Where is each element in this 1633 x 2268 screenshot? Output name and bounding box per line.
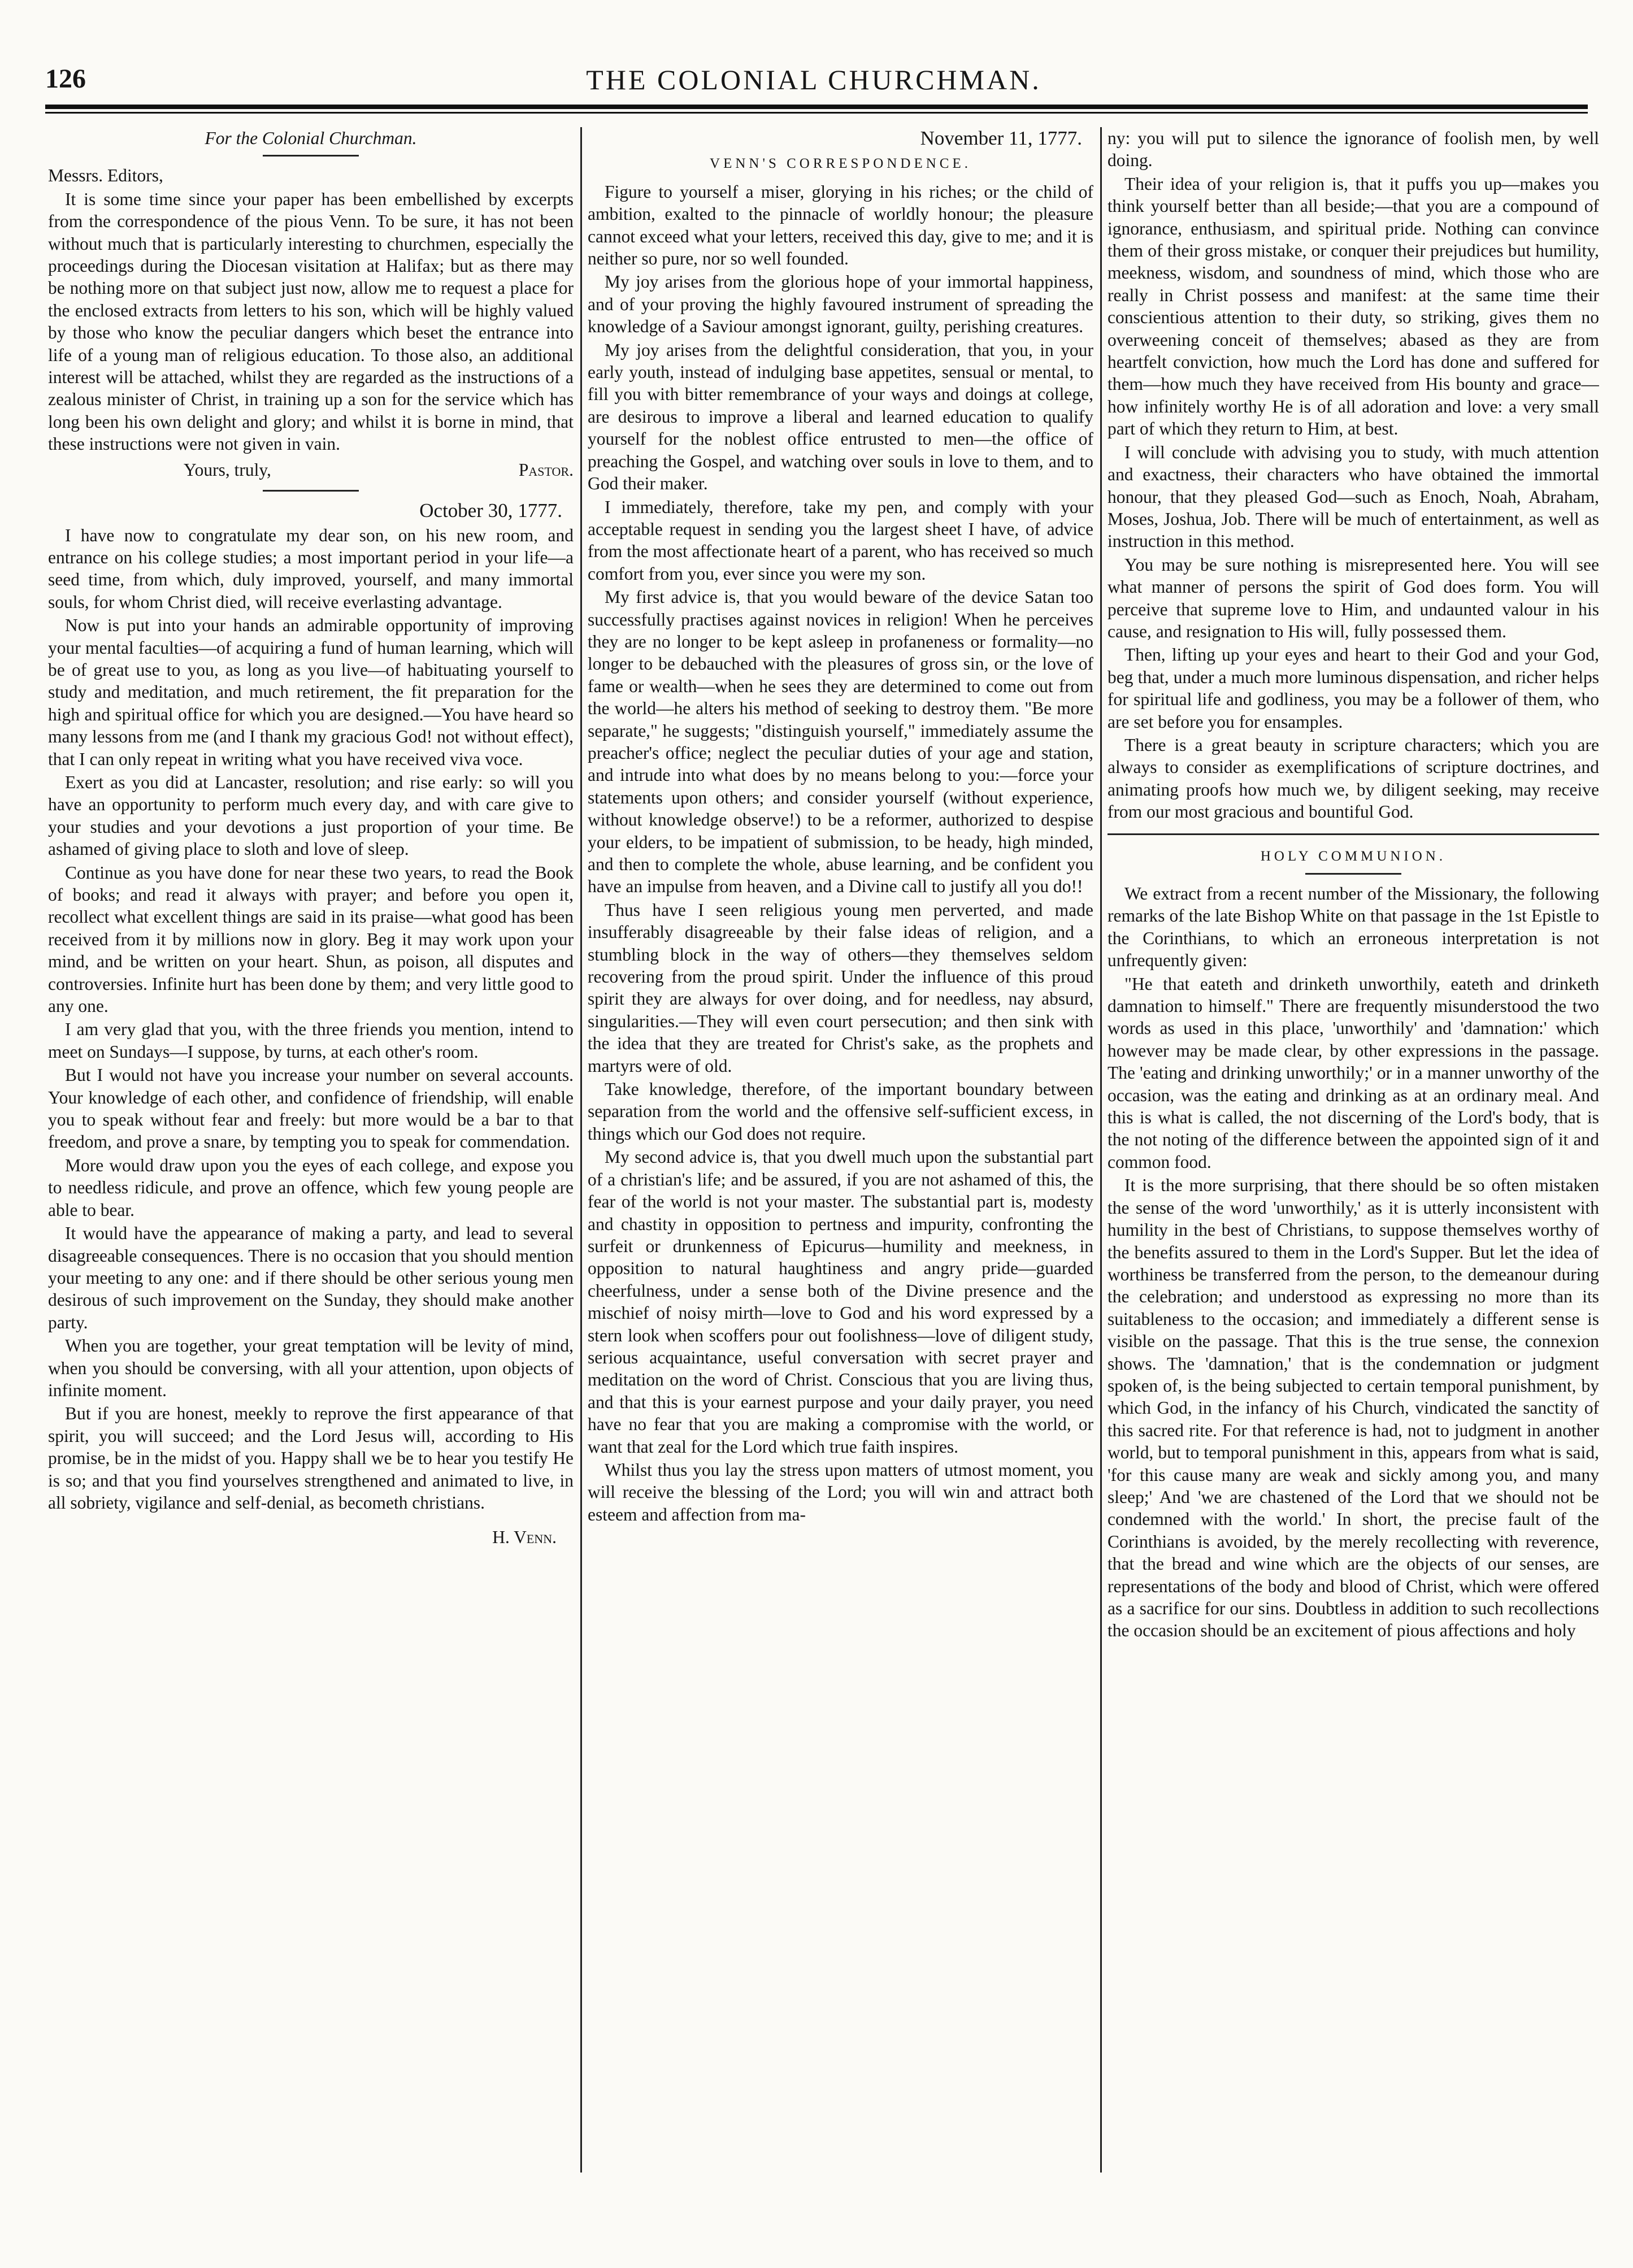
paragraph: Thus have I seen religious young men perverted, and made insufferably disagreeable by their false ideas of religion, and a stumbling block in the way of others—they themselves seldom recovering from the proud spirit. Under the influence of this proud spirit they are always for over doing, and for needless, nay absurd, singularities.—They will even court persecution; and then sink with the idea that they are treated for Christ's sake, as the prophets and martyrs were of old. bbox=[588, 900, 1093, 1076]
paragraph: Take knowledge, therefore, of the important boundary between separation from the world and the offensive self-sufficient excess, in things which our God does not require. bbox=[588, 1079, 1093, 1144]
paragraph: My joy arises from the glorious hope of your immortal happiness, and of your proving the highly favoured instrument of spreading the knowledge of a Saviour amongst ignorant, guilty, perishing creatures. bbox=[588, 272, 1093, 337]
paragraph: ny: you will put to silence the ignorance of foolish men, by well doing. bbox=[1108, 128, 1599, 171]
masthead-title: THE COLONIAL CHURCHMAN. bbox=[586, 64, 1041, 95]
section-heading: HOLY COMMUNION. bbox=[1260, 848, 1447, 864]
page-number: 126 bbox=[45, 64, 86, 94]
divider bbox=[1305, 873, 1401, 875]
paragraph: Exert as you did at Lancaster, resolution; and rise early: so will you have an opportunity to perform much every day, and with care give to your studies and your devotions a just proportion of your time. Be ashamed of giving place to sloth and love of sleep. bbox=[48, 772, 574, 859]
section-heading: For the Colonial Churchman. bbox=[205, 128, 417, 148]
page-header bbox=[45, 63, 1582, 103]
paragraph: Then, lifting up your eyes and heart to their God and your God, beg that, under a much more luminous dispensation, and richer helps for spiritual life and godliness, you may be a follower of them, who are set before you for ensamples. bbox=[1108, 645, 1599, 732]
paragraph: We extract from a recent number of the Missionary, the following remarks of the late Bishop White on that passage in the 1st Epistle to the Corinthians, to which an erroneous interpretation is not unfrequently given: bbox=[1108, 884, 1599, 971]
paragraph: I am very glad that you, with the three friends you mention, intend to meet on Sundays—I suppose, by turns, at each other's room. bbox=[48, 1019, 574, 1062]
signoff bbox=[48, 459, 574, 481]
paragraph: My joy arises from the delightful consideration, that you, in your early youth, instead of indulging base appetites, sensual or mental, to fill you with bitter remembrance of your ways and doings at college, are desirous to improve a liberal and learned education to qualify yourself for the noblest office entrusted to men—the office of preaching the Gospel, and watching over souls in love to them, and to God their maker. bbox=[588, 340, 1093, 494]
header-rule-thick bbox=[45, 105, 1588, 109]
divider bbox=[1108, 833, 1599, 835]
column-separator bbox=[1100, 127, 1102, 2173]
paragraph: But I would not have you increase your number on several accounts. Your knowledge of each other, and confidence of friendship, will enable you to speak without fear and freely: but more would be a bar to that freedom, and prove a snare, by tempting you to speak for commendation. bbox=[48, 1065, 574, 1152]
paragraph: Now is put into your hands an admirable opportunity of improving your mental faculties—of acquiring a fund of human learning, which will be of great use to you, as long as you live—of habituating yourself to study and meditation, and much retirement, the fit preparation for the high and spiritual office for which you are designed.—You have heard so many lessons from me (and I thank my gracious God! not without effect), that I can only repeat in writing what you have received viva voce. bbox=[48, 615, 574, 769]
divider bbox=[263, 155, 359, 157]
paragraph: "He that eateth and drinketh unworthily, eateth and drinketh damnation to himself." There are frequently misunderstood the two words as used in this place, 'unworthily' and 'damnation:' which however may be made clear, by other expressions in the passage. The 'eating and drinking unworthily;' or in a manner unworthy of the occasion, was the eating and drinking as at an ordinary meal. And this is what is called, the not discerning of the Lord's body, that is the not noting of the difference between the appointed sign of it and common food. bbox=[1108, 974, 1599, 1172]
paragraph: When you are together, your great temptation will be levity of mind, when you should be conversing, with all your attention, upon objects of infinite moment. bbox=[48, 1336, 574, 1400]
header-rule-thin bbox=[45, 112, 1588, 114]
paragraph: It would have the appearance of making a party, and lead to several disagreeable consequences. There is no occasion that you should mention your meeting to any one: and if there should be other serious young men desirous of such improvement on the Sunday, they should make another party. bbox=[48, 1223, 574, 1332]
signature: Pastor. bbox=[518, 459, 574, 480]
section-heading: VENN'S CORRESPONDENCE. bbox=[710, 156, 971, 172]
paragraph: I will conclude with advising you to study, with much attention and exactness, their characters who have obtained the immortal honour, that they pleased God—such as Enoch, Noah, Abraham, Moses, Joshua, Job. There will be much of entertainment, as well as instruction in this method. bbox=[1108, 442, 1599, 551]
paragraph: There is a great beauty in scripture characters; which you are always to consider as exemplifications of scripture doctrines, and animating proofs how much we, by diligent seeking, may receive from our most gracious and bountiful God. bbox=[1108, 735, 1599, 822]
column-2 bbox=[588, 127, 1093, 2184]
column-1 bbox=[48, 127, 574, 2184]
paragraph: Their idea of your religion is, that it puffs you up—makes you think yourself better than all beside;—that you are a compound of ignorance, enthusiasm, and spiritual pride. Nothing can convince them of their gross mistake, or conquer their prejudices but humility, meekness, wisdom, and soundness of mind, which those who are really in Christ possess and manifest: at the same time their conscientious attention to their duty, so striking, gives them no overweening conceit of themselves; abased as they are from heartfelt conviction, how much the Lord has done and suffered for them—how much they have received from His bounty and grace—how infinitely worthy He is of all adoration and love: a very small part of which they return to Him, at best. bbox=[1108, 173, 1599, 439]
letter-date: November 11, 1777. bbox=[920, 127, 1082, 149]
paragraph: Continue as you have done for near these two years, to read the Book of books; and read it always with prayer; and before you open it, recollect what excellent things are said in its praise—what good has been received from it by millions now in glory. Beg it may work upon your mind, and be written on your heart. Shun, as poison, all disputes and controversies. Infinite hurt has been done by them; and very little good to any one. bbox=[48, 862, 574, 1016]
paragraph: More would draw upon you the eyes of each college, and expose you to needless ridicule, and prove an offence, which few young people are able to bear. bbox=[48, 1155, 574, 1220]
paragraph: My first advice is, that you would beware of the device Satan too successfully practises against novices in religion! When he perceives they are no longer to be kept asleep in profaneness or formality—no longer to be debauched with the pleasures of gross sin, or the love of fame or wealth—when he sees they are determined to come out from the world—he alters his method of seeking to destroy them. "Be more separate," he suggests; "distinguish yourself," immediately assume the preacher's office; neglect the peculiar duties of your age and station, and intrude into what does by no means belong to you:—force your statements upon others; and consider yourself (without experience, without knowledge observe!) to be a reformer, authorized to despise your elders, to be impatient of submission, to be heady, high minded, and then to complete the whole, abuse learning, and be confident you have an impulse from heaven, and a Divine call to justify all you do!! bbox=[588, 587, 1093, 897]
paragraph: It is the more surprising, that there should be so often mistaken the sense of the word 'unworthily,' as it is utterly inconsistent with humility in the best of Christians, to suppose themselves worthy of the benefits assured to them in the Lord's Supper. But let the idea of worthiness be transferred from the person, to the demeanour during the celebration; and understood as expressing no more than its suitableness to the occasion; and immediately a different sense is visible on the passage. That this is the true sense, the connexion shows. The 'damnation,' that is the condemnation or judgment spoken of, is the being subjected to certain temporal punishment, by which God, in the infancy of his Church, vindicated the sanctity of this sacred rite. For that reference is had, not to judgment in another world, but to temporal punishment in this, appears from what is said, 'for this cause many are weak and sickly among you, and many sleep;' And 'we are chastened of the Lord that we should not be condemned with the world.' In short, the precise fault of the Corinthians is avoided, by the merely recollecting with reverence, that the bread and wine which are the objects of our senses, are representations of the body and blood of Christ, which were offered as a sacrifice for our sins. Doubtless in addition to such recollections the occasion should be an excitement of pious affections and holy bbox=[1108, 1175, 1599, 1641]
paragraph: Whilst thus you lay the stress upon matters of utmost moment, you will receive the blessing of the Lord; you will win and attract both esteem and affection from ma- bbox=[588, 1459, 1093, 1524]
paragraph: You may be sure nothing is misrepresented here. You will see what manner of persons the spirit of God does form. You will perceive that supreme love to Him, and undaunted valour in his cause, and resignation to His will, fully possessed them. bbox=[1108, 554, 1599, 641]
column-3 bbox=[1108, 127, 1599, 2184]
salutation: Messrs. Editors, bbox=[48, 166, 163, 186]
paragraph: My second advice is, that you dwell much upon the substantial part of a christian's life; and be assured, if you are not ashamed of this, the fear of the world is not your master. The substantial part is, modesty and chastity in opposition to pertness and impurity, confronting the surfeit or drunkenness of Epicurus—humility and meekness, in opposition to natural haughtiness and angry pride—guarded cheerfulness, under a sense both of the Divine presence and the mischief of noisy mirth—love to God and his word expressed by a stern look when scoffers pour out foolishness—love of diligent study, serious acquaintance, useful conversation with secret prayer and meditation on the word of Christ. Conscious that you are living thus, and that this is your earnest purpose and your daily prayer, you need have no fear that you are making a compromise with the world, or want that zeal for the Lord which true faith inspires. bbox=[588, 1147, 1093, 1457]
signature: H. Venn. bbox=[492, 1527, 557, 1548]
paragraph: But if you are honest, meekly to reprove the first appearance of that spirit, you will succeed; and the Lord Jesus will, according to His promise, be in the midst of you. Happy shall we be to hear you testify He is so; and that you find yourselves strengthened and animated to live, in all sobriety, vigilance and self-denial, as becometh christians. bbox=[48, 1404, 574, 1513]
paragraph: Figure to yourself a miser, glorying in his riches; or the child of ambition, exalted to the pinnacle of worldly honour; the pleasure cannot exceed what your letters, received this day, give to me; and it is neither so pure, nor so well founded. bbox=[588, 181, 1093, 269]
closing: Yours, truly, bbox=[184, 459, 271, 480]
paragraph: I have now to congratulate my dear son, on his new room, and entrance on his college studies; a most important period in your life—a seed time, from which, duly improved, yourself, and many immortal souls, for whom Christ died, will receive everlasting advantage. bbox=[48, 525, 574, 612]
letter-date: October 30, 1777. bbox=[419, 499, 562, 522]
divider bbox=[263, 490, 359, 492]
column-separator bbox=[580, 127, 582, 2173]
paragraph: I immediately, therefore, take my pen, and comply with your acceptable request in sending you the largest sheet I have, of advice from the most affectionate heart of a parent, who has received so much comfort from you, ever since you were my son. bbox=[588, 497, 1093, 584]
paragraph: It is some time since your paper has been embellished by excerpts from the correspondence of the pious Venn. To be sure, it has not been without much that is particularly interesting to churchmen, especially the proceedings during the Diocesan visitation at Halifax; but as there may be nothing more on that subject just now, allow me to request a place for the enclosed extracts from letters to his son, which will be highly valued by those who know the peculiar dangers which beset the entrance into life of a young man of religious education. To those also, an additional interest will be attached, whilst they are regarded as the instructions of a zealous minister of Christ, in training up a son for the service which has long been his own delight and glory; and whilst it is borne in mind, that these instructions were not given in vain. bbox=[48, 189, 574, 454]
